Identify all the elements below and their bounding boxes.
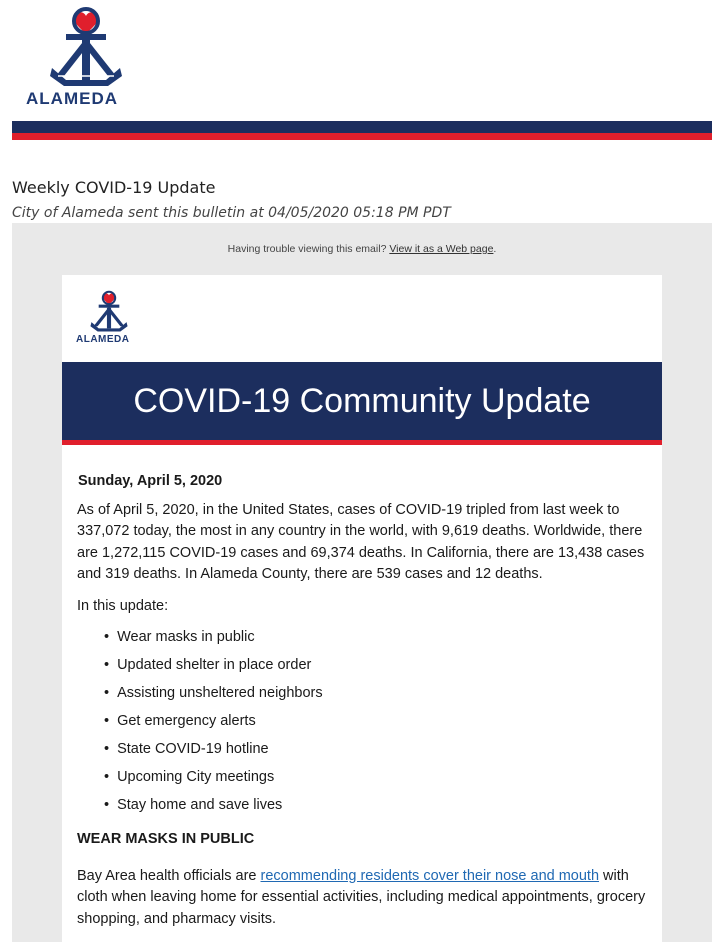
section-pre: Bay Area health officials are [77, 867, 261, 884]
list-item: • Stay home and save lives [104, 795, 649, 823]
view-web-page-link[interactable]: View it as a Web page [389, 243, 494, 255]
trouble-text: Having trouble viewing this email? [227, 243, 390, 255]
update-list [77, 627, 649, 823]
list-item: • Upcoming City meetings [104, 767, 649, 795]
logo-wordmark: ALAMEDA [26, 89, 118, 108]
email-content [77, 471, 649, 940]
list-item: • State COVID-19 hotline [104, 739, 649, 767]
section-paragraph [77, 866, 649, 931]
bulletin-title: Weekly COVID-19 Update [12, 178, 216, 197]
bulletin-date: Sunday, April 5, 2020 [78, 473, 223, 489]
list-item: • Updated shelter in place order [104, 655, 649, 683]
section-heading: WEAR MASKS IN PUBLIC [77, 831, 255, 847]
banner-red-stripe [62, 440, 662, 445]
list-item: • Get emergency alerts [104, 711, 649, 739]
banner-title: COVID-19 Community Update [62, 362, 662, 440]
section-post: with cloth when leaving home for essential activities, including medical appointments, grocery shopping, and pharmacy visits. [77, 867, 646, 927]
intro-paragraph: As of April 5, 2020, in the United States, cases of COVID-19 tripled from last week to 337,072 today, the most in any country in the world, with 9,619 deaths. Worldwide, there are 1,272,115 COVID-19 cases and 69,374 deaths. In California, there are 13,438 cases and 319 deaths. In Alameda County, there are 539 cases and 12 deaths. [77, 501, 645, 582]
list-item: • Assisting unsheltered neighbors [104, 683, 649, 711]
trouble-viewing-line [0, 243, 719, 255]
trouble-suffix: . [493, 243, 497, 255]
recommendation-link[interactable]: recommending residents cover their nose and mouth [260, 867, 600, 884]
list-item: • Wear masks in public [104, 627, 649, 655]
header-stripe-red [12, 133, 712, 140]
bulletin-subtitle: City of Alameda sent this bulletin at 04/05/2020 05:18 PM PDT [12, 205, 451, 221]
header-stripe-navy [12, 121, 712, 133]
email-card [62, 275, 662, 942]
in-this-update-label: In this update: [77, 597, 169, 614]
card-logo-wordmark: ALAMEDA [76, 334, 130, 345]
